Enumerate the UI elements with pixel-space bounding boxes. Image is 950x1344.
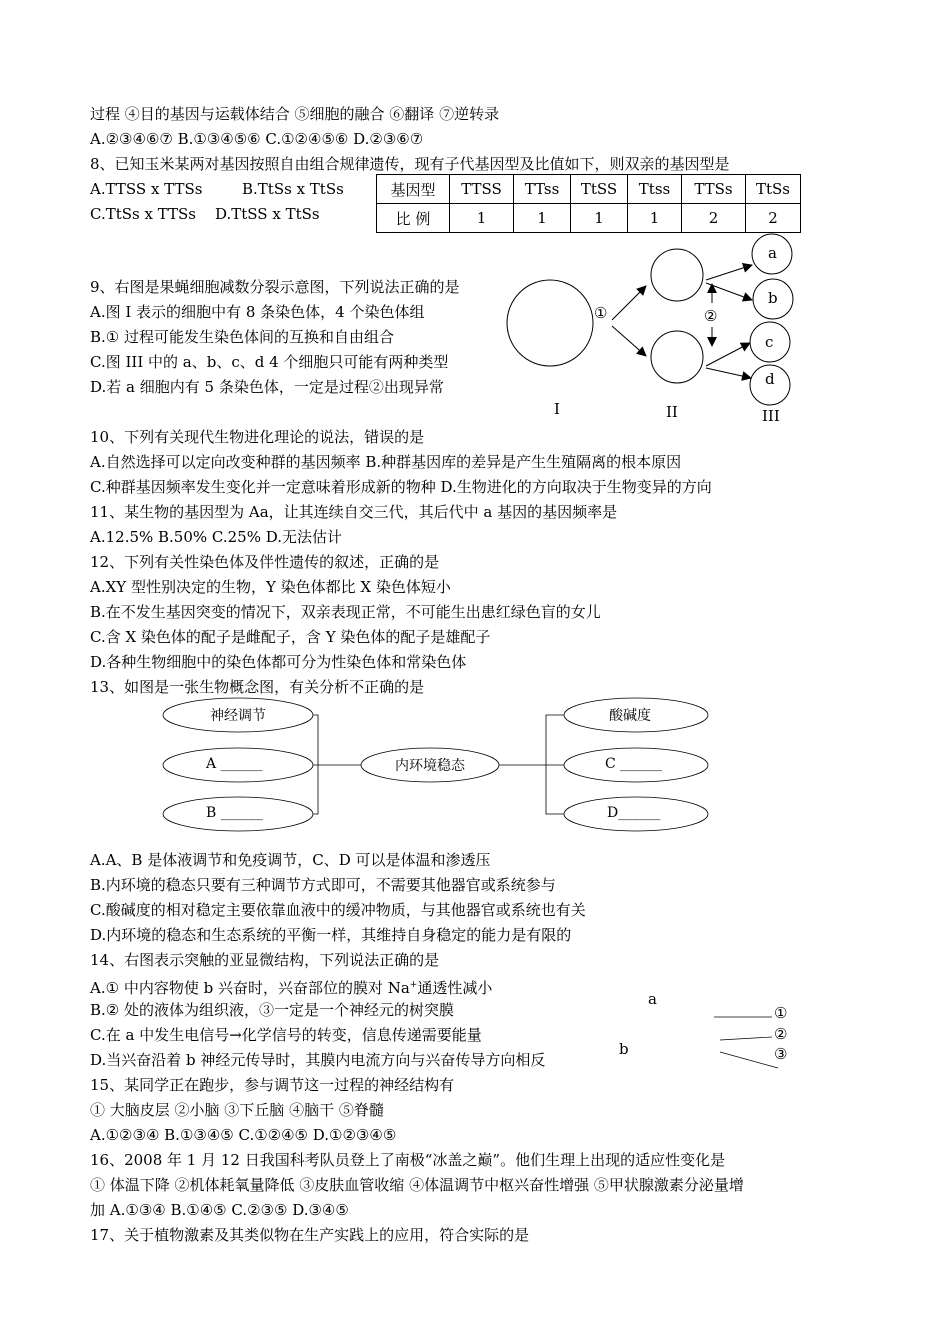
q12-option-a: A.XY 型性别决定的生物，Y 染色体都比 X 染色体短小 bbox=[90, 578, 451, 596]
label-a: a bbox=[768, 244, 777, 262]
table-cell: 2 bbox=[746, 204, 801, 233]
q9-option-a: A.图 I 表示的细胞中有 8 条染色体，4 个染色体组 bbox=[90, 303, 425, 321]
cell-II-bottom bbox=[651, 331, 703, 383]
table-cell: 2 bbox=[682, 204, 746, 233]
right-bracket bbox=[499, 715, 564, 814]
label-3: ③ bbox=[774, 1045, 788, 1063]
q14a-text: A.① 中内容物使 b 兴奋时，兴奋部位的膜对 Na bbox=[90, 979, 410, 997]
q14a-text-end: 通透性减小 bbox=[417, 979, 493, 997]
q14-stem: 14、右图表示突触的亚显微结构，下列说法正确的是 bbox=[90, 951, 440, 969]
arrow-to-a bbox=[706, 265, 752, 280]
q15-options: A.①②③④ B.①③④⑤ C.①②④⑤ D.①②③④⑤ bbox=[90, 1126, 397, 1144]
q8-option-a: A.TTSS x TTSs bbox=[90, 180, 203, 198]
cell-II-top bbox=[651, 249, 703, 301]
label-step1: ① bbox=[594, 304, 608, 322]
q8-option-c: C.TtSs x TTSs bbox=[90, 205, 196, 223]
q17-stem: 17、关于植物激素及其类似物在生产实践上的应用，符合实际的是 bbox=[90, 1226, 530, 1244]
q13-option-a: A.A、B 是体液调节和免疫调节，C、D 可以是体温和渗透压 bbox=[90, 851, 491, 869]
label-A: A ______ bbox=[206, 756, 263, 772]
meiosis-labels bbox=[554, 244, 780, 425]
q16-options: 加 A.①③④ B.①④⑤ C.②③⑤ D.③④⑤ bbox=[90, 1201, 349, 1219]
q8-option-b: B.TtSs x TtSs bbox=[242, 180, 344, 198]
table-cell: TtSs bbox=[746, 175, 801, 204]
table-cell: 1 bbox=[450, 204, 514, 233]
label-B: B ______ bbox=[206, 805, 263, 821]
cell-I bbox=[507, 280, 593, 366]
q12-option-b: B.在不发生基因突变的情况下，双亲表现正常，不可能生出患红绿色盲的女儿 bbox=[90, 603, 601, 621]
q12-option-c: C.含 X 染色体的配子是雌配子，含 Y 染色体的配子是雄配子 bbox=[90, 628, 491, 646]
label-1: ① bbox=[774, 1004, 788, 1022]
label-d: d bbox=[765, 370, 775, 388]
q12-option-d: D.各种生物细胞中的染色体都可分为性染色体和常染色体 bbox=[90, 653, 467, 671]
label-C: C ______ bbox=[605, 756, 663, 772]
q14-option-c: C.在 a 中发生电信号→化学信号的转变，信息传递需要能量 bbox=[90, 1026, 482, 1044]
q15-items: ① 大脑皮层 ②小脑 ③下丘脑 ④脑干 ⑤脊髓 bbox=[90, 1101, 384, 1119]
arrow-to-d bbox=[706, 368, 751, 378]
q15-stem: 15、某同学正在跑步，参与调节这一过程的神经结构有 bbox=[90, 1076, 455, 1094]
q7-options: A.②③④⑥⑦ B.①③④⑤⑥ C.①②④⑤⑥ D.②③⑥⑦ bbox=[90, 130, 424, 148]
superscript-plus: + bbox=[409, 980, 418, 990]
q9-option-c: C.图 III 中的 a、b、c、d 4 个细胞只可能有两种类型 bbox=[90, 353, 449, 371]
concept-labels bbox=[205, 707, 662, 821]
q9-option-d: D.若 a 细胞内有 5 条染色体，一定是过程②出现异常 bbox=[90, 378, 444, 396]
arrow-to-c bbox=[706, 343, 750, 366]
table-cell: 基因型 bbox=[377, 175, 450, 204]
q12-stem: 12、下列有关性染色体及伴性遗传的叙述，正确的是 bbox=[90, 553, 440, 571]
q13-stem: 13、如图是一张生物概念图，有关分析不正确的是 bbox=[90, 678, 425, 696]
q8-stem: 8、已知玉米某两对基因按照自由组合规律遗传，现有子代基因型及比值如下，则双亲的基因型是 bbox=[90, 155, 730, 173]
label-step2: ② bbox=[704, 307, 718, 325]
q16-stem: 16、2008 年 1 月 12 日我国科考队员登上了南极“冰盖之巅”。他们生理上出现的适应性变化是 bbox=[90, 1151, 726, 1169]
q9-option-b: B.① 过程可能发生染色体间的互换和自由组合 bbox=[90, 328, 395, 346]
q9-stem: 9、右图是果蝇细胞减数分裂示意图，下列说法正确的是 bbox=[90, 278, 460, 296]
label-b: b bbox=[768, 289, 778, 307]
pointer-3 bbox=[720, 1052, 778, 1068]
label-stage-I: I bbox=[554, 400, 560, 418]
label-stage-II: II bbox=[666, 403, 678, 421]
q13-option-b: B.内环境的稳态只要有三种调节方式即可，不需要其他器官或系统参与 bbox=[90, 876, 556, 894]
table-cell: TTSs bbox=[682, 175, 746, 204]
synapse-diagram bbox=[714, 1017, 778, 1068]
q11-options: A.12.5% B.50% C.25% D.无法估计 bbox=[90, 528, 342, 546]
arrow-I-to-II-bottom bbox=[612, 326, 646, 356]
label-D: D______ bbox=[607, 805, 661, 821]
pointer-2 bbox=[720, 1037, 772, 1040]
table-cell: 比 例 bbox=[377, 204, 450, 233]
label-neural: 神经调节 bbox=[210, 708, 266, 724]
table-cell: Ttss bbox=[628, 175, 682, 204]
label-stage-III: III bbox=[762, 407, 780, 425]
q16-items: ① 体温下降 ②机体耗氧量降低 ③皮肤血管收缩 ④体温调节中枢兴奋性增强 ⑤甲状腺激素分泌量增 bbox=[90, 1176, 744, 1194]
q10-options-ab: A.自然选择可以定向改变种群的基因频率 B.种群基因库的差异是产生生殖隔离的根本原因 bbox=[90, 453, 682, 471]
synapse-labels bbox=[619, 990, 787, 1063]
arrow-to-b bbox=[706, 283, 752, 300]
meiosis-diagram bbox=[507, 234, 793, 405]
table-cell: TtSS bbox=[571, 175, 628, 204]
q7-continued-line: 过程 ④目的基因与运载体结合 ⑤细胞的融合 ⑥翻译 ⑦逆转录 bbox=[90, 105, 500, 123]
q10-stem: 10、下列有关现代生物进化理论的说法，错误的是 bbox=[90, 428, 425, 446]
label-a: a bbox=[648, 990, 657, 1008]
label-2: ② bbox=[774, 1025, 788, 1043]
table-cell: 1 bbox=[628, 204, 682, 233]
table-cell: 1 bbox=[514, 204, 571, 233]
label-center: 内环境稳态 bbox=[395, 758, 465, 774]
table-cell: TTSS bbox=[450, 175, 514, 204]
q13-option-d: D.内环境的稳态和生态系统的平衡一样，其维持自身稳定的能力是有限的 bbox=[90, 926, 572, 944]
q11-stem: 11、某生物的基因型为 Aa，让其连续自交三代，其后代中 a 基因的基因频率是 bbox=[90, 503, 618, 521]
q13-option-c: C.酸碱度的相对稳定主要依靠血液中的缓冲物质，与其他器官或系统也有关 bbox=[90, 901, 586, 919]
label-c: c bbox=[765, 333, 774, 351]
q14-option-b: B.② 处的液体为组织液，③一定是一个神经元的树突膜 bbox=[90, 1001, 455, 1019]
left-bracket bbox=[313, 715, 361, 814]
arrow-I-to-II-top bbox=[612, 286, 646, 320]
table-cell: TTss bbox=[514, 175, 571, 204]
q14-option-d: D.当兴奋沿着 b 神经元传导时，其膜内电流方向与兴奋传导方向相反 bbox=[90, 1051, 546, 1069]
label-ph: 酸碱度 bbox=[609, 708, 651, 724]
table-cell: 1 bbox=[571, 204, 628, 233]
q8-option-d: D.TtSS x TtSs bbox=[215, 205, 320, 223]
label-b: b bbox=[619, 1040, 629, 1058]
q10-options-cd: C.种群基因频率发生变化并一定意味着形成新的物种 D.生物进化的方向取决于生物变异的方向 bbox=[90, 478, 712, 496]
